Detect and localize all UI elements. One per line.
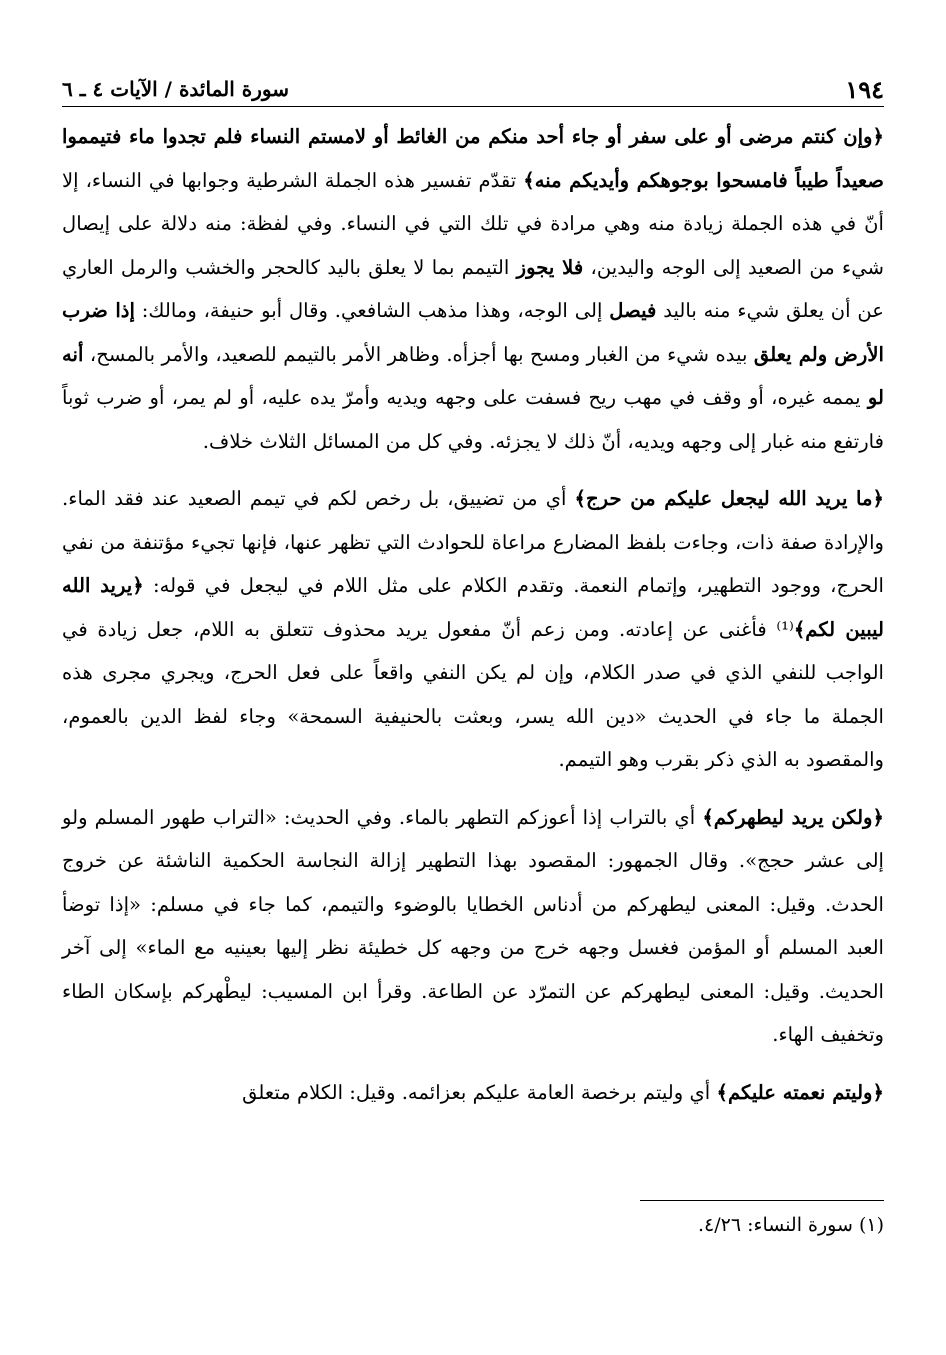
book-page: [62, 72, 884, 1312]
commentary-text: التيمم بما لا يعلق باليد كالحجر والخشب والرمل العاري عن أن يعلق شيء منه باليد: [62, 255, 884, 322]
commentary-text: أي وليتم برخصة العامة عليكم بعزائمه. وقيل: الكلام متعلق: [242, 1080, 717, 1104]
quran-verse-text: فلا يجوز: [516, 255, 584, 279]
commentary-text: إلى الوجه، وهذا مذهب الشافعي. وقال أبو حنيفة، ومالك:: [134, 299, 610, 322]
page-body: [62, 115, 884, 1114]
commentary-text: ⁽¹⁾ فأغنى عن إعادته. ومن زعم أنّ مفعول يريد محذوف تتعلق به اللام، جعل زيادة في الواجب للنفي الذي في صدر الكلام، وإن لم يكن النفي واقعاً على فعل الحرج، ويجري مجرى هذه الجملة ما جاء في الحديث «دين الله يسر، وبعثت بالحنيفية السمحة» وجاء لفظ الدين بالعموم، والمقصود به الذي ذكر بقرب وهو التيمم.: [62, 617, 884, 771]
page-header: [62, 72, 884, 107]
quran-verse-text: إذا ضرب الأرض ولم يعلق: [62, 299, 884, 366]
paragraph: [62, 115, 884, 463]
paragraph: [62, 1071, 884, 1115]
commentary-text: تقدّم تفسير هذه الجملة الشرطية وجوابها في النساء، إلا أنّ في هذه الجملة زيادة منه وهي مرادة في تلك التي في النساء. وفي لفظة: منه دلالة على إيصال شيء من الصعيد إلى الوجه واليدين،: [62, 168, 884, 279]
commentary-text: بيده شيء من الغبار ومسح بها أجزأه. وظاهر الأمر بالتيمم للصعيد، والأمر بالمسح،: [83, 342, 754, 366]
paragraph: [62, 477, 884, 782]
footnote: (١) سورة النساء: ٤/٢٦.: [698, 1214, 884, 1236]
quran-verse-text: ﴿وإن كنتم مرضى أو على سفر أو جاء أحد منكم من الغائط أو لامستم النساء فلم تجدوا ماء فتيمموا صعيداً طيباً فامسحوا بوجوهكم وأيديكم منه﴾: [62, 125, 884, 192]
paragraph: [62, 796, 884, 1057]
quran-verse-text: أنه لو: [62, 342, 884, 409]
page-number: ١٩٤: [845, 74, 884, 104]
quran-verse-text: ﴿ما يريد الله ليجعل عليكم من حرج﴾: [574, 487, 884, 510]
commentary-text: أي من تضييق، بل رخص لكم في تيمم الصعيد عند فقد الماء. والإرادة صفة ذات، وجاءت بلفظ المضارع مراعاة للحوادث التي تظهر عنها، فإنها تجيء مؤتنفة من نفي الحرج، ووجود التطهير، وإتمام النعمة. وتقدم الكلام على مثل اللام في ليجعل في قوله:: [62, 487, 884, 597]
surah-title: سورة المائدة / الآيات ٤ ـ ٦: [62, 77, 289, 101]
footnote-separator: [640, 1200, 884, 1201]
quran-verse-text: ﴿ولكن يريد ليطهركم﴾: [702, 805, 884, 829]
quran-verse-text: ﴿يريد الله ليبين لكم﴾: [62, 574, 884, 641]
commentary-text: أي بالتراب إذا أعوزكم التطهر بالماء. وفي الحديث: «التراب طهور المسلم ولو إلى عشر حجج». وقال الجمهور: المقصود بهذا التطهير إزالة النجاسة الحكمية الناشئة عن خروج الحدث. وقيل: المعنى ليطهركم من أدناس الخطايا بالوضوء والتيمم، كما جاء في مسلم: «إذا توضأ العبد المسلم أو المؤمن فغسل وجهه خرج من وجهه كل خطيئة نظر إليها بعينيه مع الماء» إلى آخر الحديث. وقيل: المعنى ليطهركم عن التمرّد عن الطاعة. وقرأ ابن المسيب: ليطْهركم بإسكان الطاء وتخفيف الهاء.: [62, 805, 884, 1046]
quran-verse-text: فيصل: [609, 299, 657, 322]
commentary-text: يممه غيره، أو وقف في مهب ريح فسفت على وجهه ويديه وأمرّ يده عليه، أو لم يمر، أو ضرب ثوباً فارتفع منه غبار إلى وجهه ويديه، أنّ ذلك لا يجزئه. وفي كل من المسائل الثلاث خلاف.: [62, 386, 884, 453]
quran-verse-text: ﴿وليتم نعمته عليكم﴾: [716, 1080, 884, 1104]
